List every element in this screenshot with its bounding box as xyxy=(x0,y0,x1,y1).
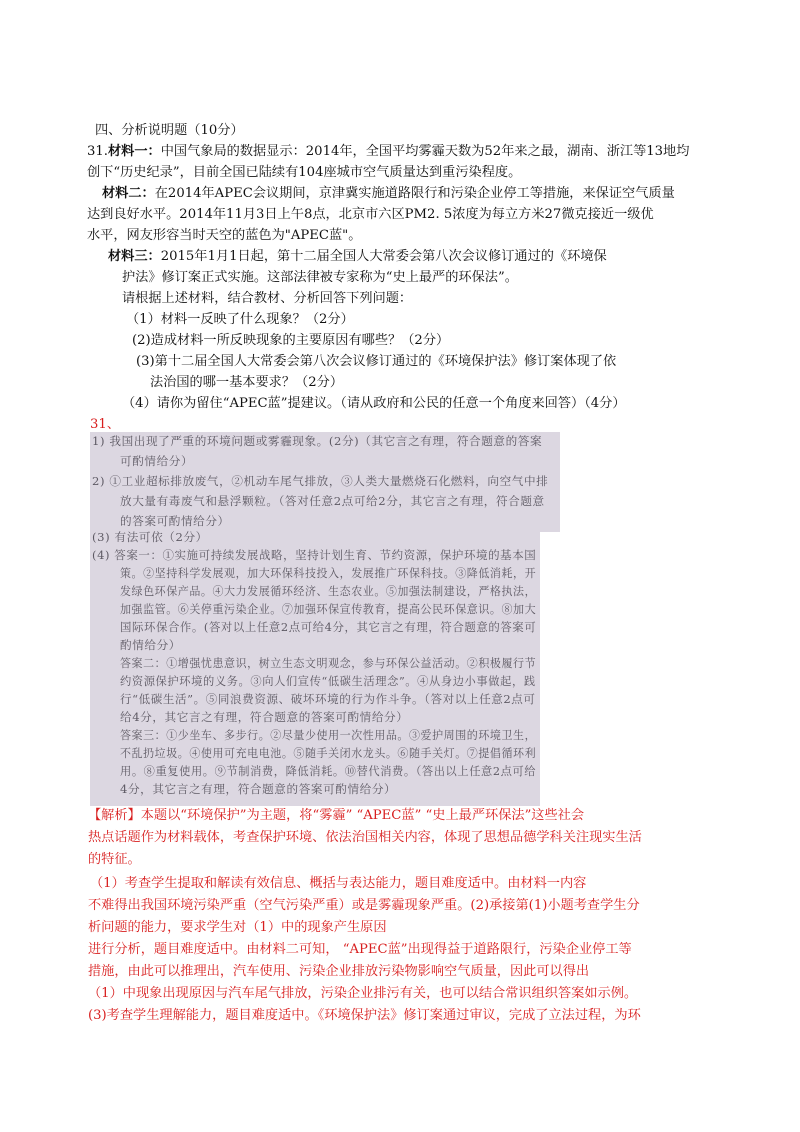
scan-line: 发绿色环保产品。④大力发展循环经济、生态农业。⑤加强法制建设，严格执法， xyxy=(120,584,537,598)
analysis-line-9: （1）中现象出现原因与汽车尾气排放，污染企业排污有关，也可以结合常识组织答案如示例。 xyxy=(88,986,638,1001)
sub-question-1: （1）材料一反映了什么现象？（2分） xyxy=(126,312,354,327)
scan-line: 加强监管。⑥关停重污染企业。⑦加强环保宣传教育，提高公民环保意识。⑧加大 xyxy=(120,602,537,616)
analysis-line-4: （1）考查学生提取和解读有效信息、概括与表达能力，题目难度适中。由材料一内容 xyxy=(90,876,587,891)
analysis-line-5: 不难得出我国环境污染严重（空气污染严重）或是雾霾现象严重。(2)承接第(1)小题考查学生分 xyxy=(88,898,640,913)
scan-line: 可酌情给分） xyxy=(120,454,194,468)
analysis-text: 本题以“环境保护”为主题，将“雾霾” “APEC蓝” “史上最严环保法”这些社会 xyxy=(140,808,585,823)
analysis-line-8: 措施，由此可以推理出，汽车使用、污染企业排放污染物影响空气质量，因此可以得出 xyxy=(88,964,590,979)
analysis-line-7: 进行分析，题目难度适中。由材料二可知， “APEC蓝”出现得益于道路限行，污染企业停工等 xyxy=(88,942,632,957)
scan-line: 国际环保合作。(答对以上任意2点可给4分，其它言之有理，符合题意的答案可 xyxy=(120,620,537,634)
analysis-line-10: (3)考查学生理解能力，题目难度适中。《环境保护法》修订案通过审议，完成了立法过程，为环 xyxy=(88,1008,641,1023)
sub-question-3-line-1: (3)第十二届全国人大常委会第八次会议修订通过的《环境保护法》修订案体现了依 xyxy=(136,354,617,369)
material-2-line-3: 水平，网友形容当时天空的蓝色为"APEC蓝"。 xyxy=(87,228,362,243)
sub-question-4: （4）请你为留住“APEC蓝”提建议。（请从政府和公民的任意一个角度来回答）（4分） xyxy=(122,396,626,411)
scan-line: 给4分，其它言之有理，符合题意的答案可酌情给分） xyxy=(120,710,409,724)
material-1-line-1 xyxy=(87,142,689,161)
scan-line: 答案三：①少坐车、多步行。②尽量少使用一次性用品。③爱护周围的环境卫生， xyxy=(120,728,537,742)
material-3-text: 2015年1月1日起，第十二届全国人大常委会第八次会议修订通过的《环境保 xyxy=(160,249,607,264)
scanned-answer-top xyxy=(90,432,560,532)
material-3-line-2: 护法》修订案正式实施。这部法律被专家称为“史上最严的环保法”。 xyxy=(122,270,518,285)
scanned-answer-bottom xyxy=(90,528,540,806)
scan-line: 行“低碳生活”。⑤同浪费资源、破坏环境的行为作斗争。（答对以上任意2点可 xyxy=(120,692,536,706)
material-1-line-2: 创下“历史纪录”，目前全国已陆续有104座城市空气质量达到重污染程度。 xyxy=(87,165,522,180)
scan-line: 约资源保护环境的义务。③向人们宣传“低碳生活理念”。④从身边小事做起，践 xyxy=(120,674,536,688)
sub-question-3-line-2: 法治国的哪一基本要求？（2分） xyxy=(150,375,344,390)
material-2-label: 材料二： xyxy=(102,186,155,201)
scan-line: 酌情给分） xyxy=(120,638,181,652)
sub-question-2: (2)造成材料一所反映现象的主要原因有哪些？（2分） xyxy=(132,333,450,348)
material-1-label: 材料一： xyxy=(107,144,161,159)
material-3-line-1 xyxy=(108,247,607,266)
scan-line: 策。②坚持科学发展观，加大环保科技投入，发展推广环保科技。③降低消耗，开 xyxy=(120,566,537,580)
scan-line: 放大量有毒废气和悬浮颗粒。（答对任意2点可给2分，其它言之有理，符合题意 xyxy=(120,494,545,508)
analysis-label: 【解析】 xyxy=(88,808,141,823)
analysis-line-3: 的特征。 xyxy=(88,852,141,867)
material-2-line-1 xyxy=(102,184,675,203)
scan-line: 1) 我国出现了严重的环境问题或雾霾现象。(2分)（其它言之有理，符合题意的答案 xyxy=(92,434,543,448)
question-number: 31. xyxy=(87,144,108,159)
section-title: 四、分析说明题（10分） xyxy=(95,123,244,138)
analysis-line-1 xyxy=(88,806,584,825)
material-2-text: 在2014年APEC会议期间，京津冀实施道路限行和污染企业停工等措施，来保证空气质量 xyxy=(154,186,675,201)
answer-number: 31、 xyxy=(90,417,120,432)
analysis-line-6: 析问题的能力，要求学生对（1）中的现象产生原因 xyxy=(88,920,387,935)
material-1-text: 中国气象局的数据显示：2014年，全国平均雾霾天数为52年来之最，湖南、浙江等13地均 xyxy=(160,144,690,159)
scan-line: (4) 答案一：①实施可持续发展战略，坚持计划生育、节约资源，保护环境的基本国 xyxy=(92,548,537,562)
question-prompt: 请根据上述材料，结合教材、分析回答下列问题： xyxy=(122,291,413,306)
scan-line: 答案二：①增强忧患意识，树立生态文明观念，参与环保公益活动。②积极履行节 xyxy=(120,656,537,670)
scan-line: 2) ①工业超标排放废气，②机动车尾气排放，③人类大量燃烧石化燃料，向空气中排 xyxy=(92,474,549,488)
scan-line: 4分，其它言之有理，符合题意的答案可酌情给分） xyxy=(120,782,397,796)
material-3-label: 材料三： xyxy=(108,249,161,264)
analysis-line-2: 热点话题作为材料载体，考查保护环境、依法治国相关内容，体现了思想品德学科关注现实生活 xyxy=(88,830,642,845)
scan-line: 用。⑧重复使用。⑨节制消费，降低消耗。⑩替代消费。（答出以上任意2点可给 xyxy=(120,764,537,778)
scan-line: 不乱扔垃圾。④使用可充电电池。⑤随手关闭水龙头。⑥随手关灯。⑦提倡循环利 xyxy=(120,746,537,760)
scan-line: 的答案可酌情给分） xyxy=(120,514,230,528)
scan-line: (3) 有法可依（2分） xyxy=(92,530,208,544)
material-2-line-2: 达到良好水平。2014年11月3日上午8点，北京市六区PM2. 5浓度为每立方米27微克接近一级优 xyxy=(87,207,654,222)
